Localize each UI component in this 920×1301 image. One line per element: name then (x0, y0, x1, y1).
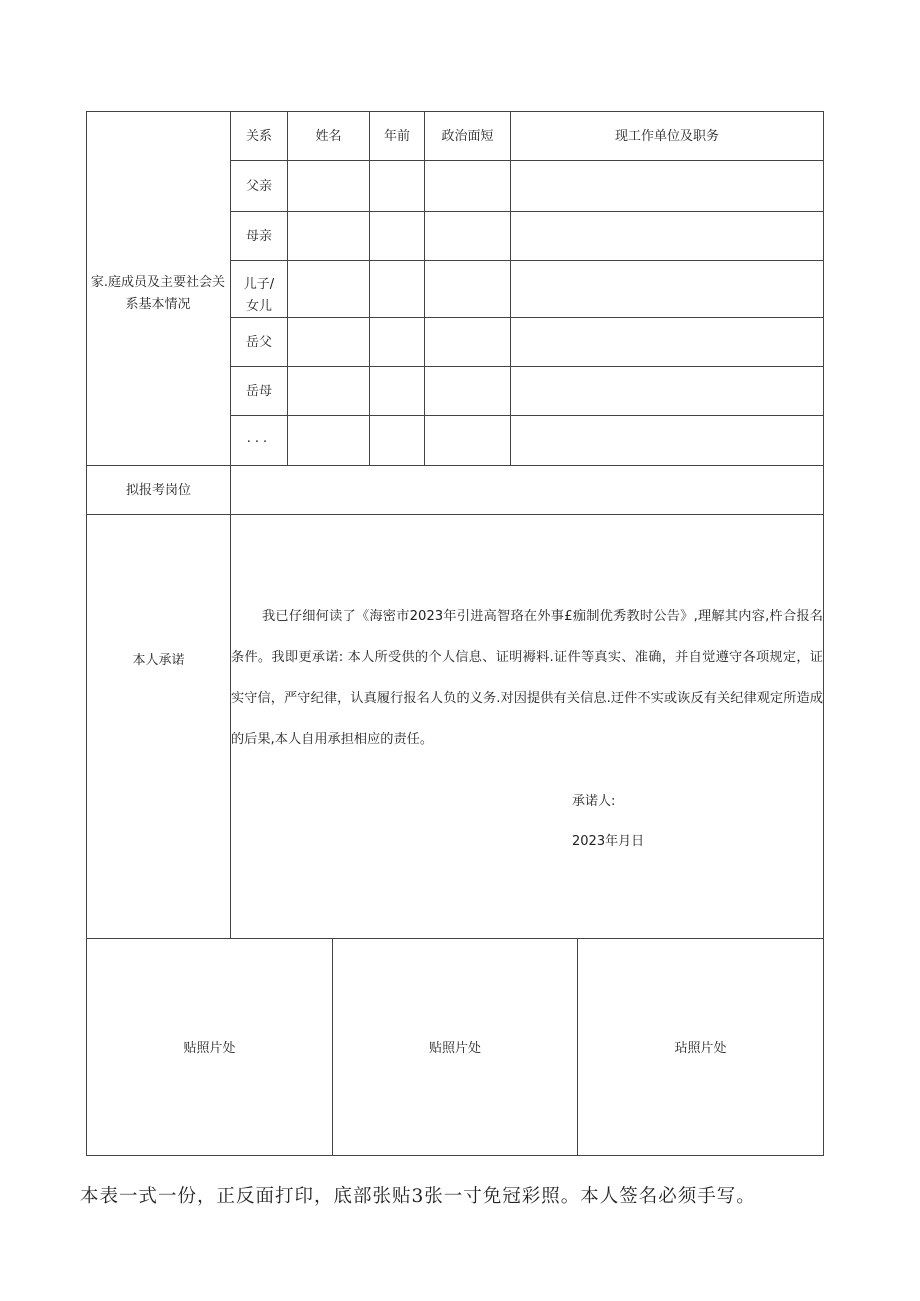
header-workplace: 现工作单位及职务 (614, 129, 719, 144)
family-section-label: 家.庭成员及主要社会关系基本情况 (90, 275, 226, 312)
row-divider (230, 260, 824, 261)
relation-child: 儿子/女儿 (243, 277, 275, 314)
photo-slot-3: 玷照片处 (674, 1041, 727, 1056)
relation-mother: 母亲 (245, 229, 272, 244)
table-border-top (86, 111, 824, 112)
position-label: 拟报考岗位 (125, 483, 191, 498)
row-divider (86, 514, 824, 515)
row-divider (230, 366, 824, 367)
col-divider (287, 111, 288, 465)
header-name: 姓名 (315, 129, 342, 144)
photo-slot-1: 贴照片处 (183, 1041, 236, 1056)
row-divider (230, 415, 824, 416)
table-border-bottom (86, 1155, 824, 1156)
header-political-status: 政治面短 (441, 129, 494, 144)
row-divider (86, 465, 824, 466)
row-divider (86, 938, 824, 939)
pledge-date: 2023年月日 (572, 834, 645, 849)
photo-slot-2: 贴照片处 (428, 1041, 481, 1056)
relation-father: 父亲 (245, 179, 272, 194)
footer-note: 本表一式一份，正反面打印，底部张贴3张一寸免冠彩照。本人签名必须手写。 (80, 1186, 756, 1207)
relation-more: ... (246, 431, 272, 446)
col-divider (369, 111, 370, 465)
row-divider (230, 211, 824, 212)
col-divider (424, 111, 425, 465)
table-border-left (86, 111, 87, 1156)
header-relation: 关系 (245, 129, 272, 144)
relation-father-in-law: 岳父 (245, 335, 272, 350)
pledge-text: 我已仔细何读了《海密市2023年引进高智珞在外事£痂制优秀教时公告》,理解其内容,杵合报名条件。我即更承诺: 本人所受供的个人信息、证明褥料.证件等真实、准确，并自觉遵守各项规定，证实守信，严守纪律，认真履行报名人负的义务.对因提供有关信息.迂件不实或诙反有关纪律观定所造成的后果,本人自用承担相应的责任。 (231, 609, 823, 747)
signer-label: 承诺人: (572, 794, 616, 809)
row-divider (230, 160, 824, 161)
table-border-right (823, 111, 824, 1156)
col-divider (510, 111, 511, 465)
pledge-label: 本人承诺 (132, 653, 185, 668)
relation-mother-in-law: 岳母 (245, 384, 272, 399)
row-divider (230, 317, 824, 318)
header-age: 年前 (383, 129, 410, 144)
